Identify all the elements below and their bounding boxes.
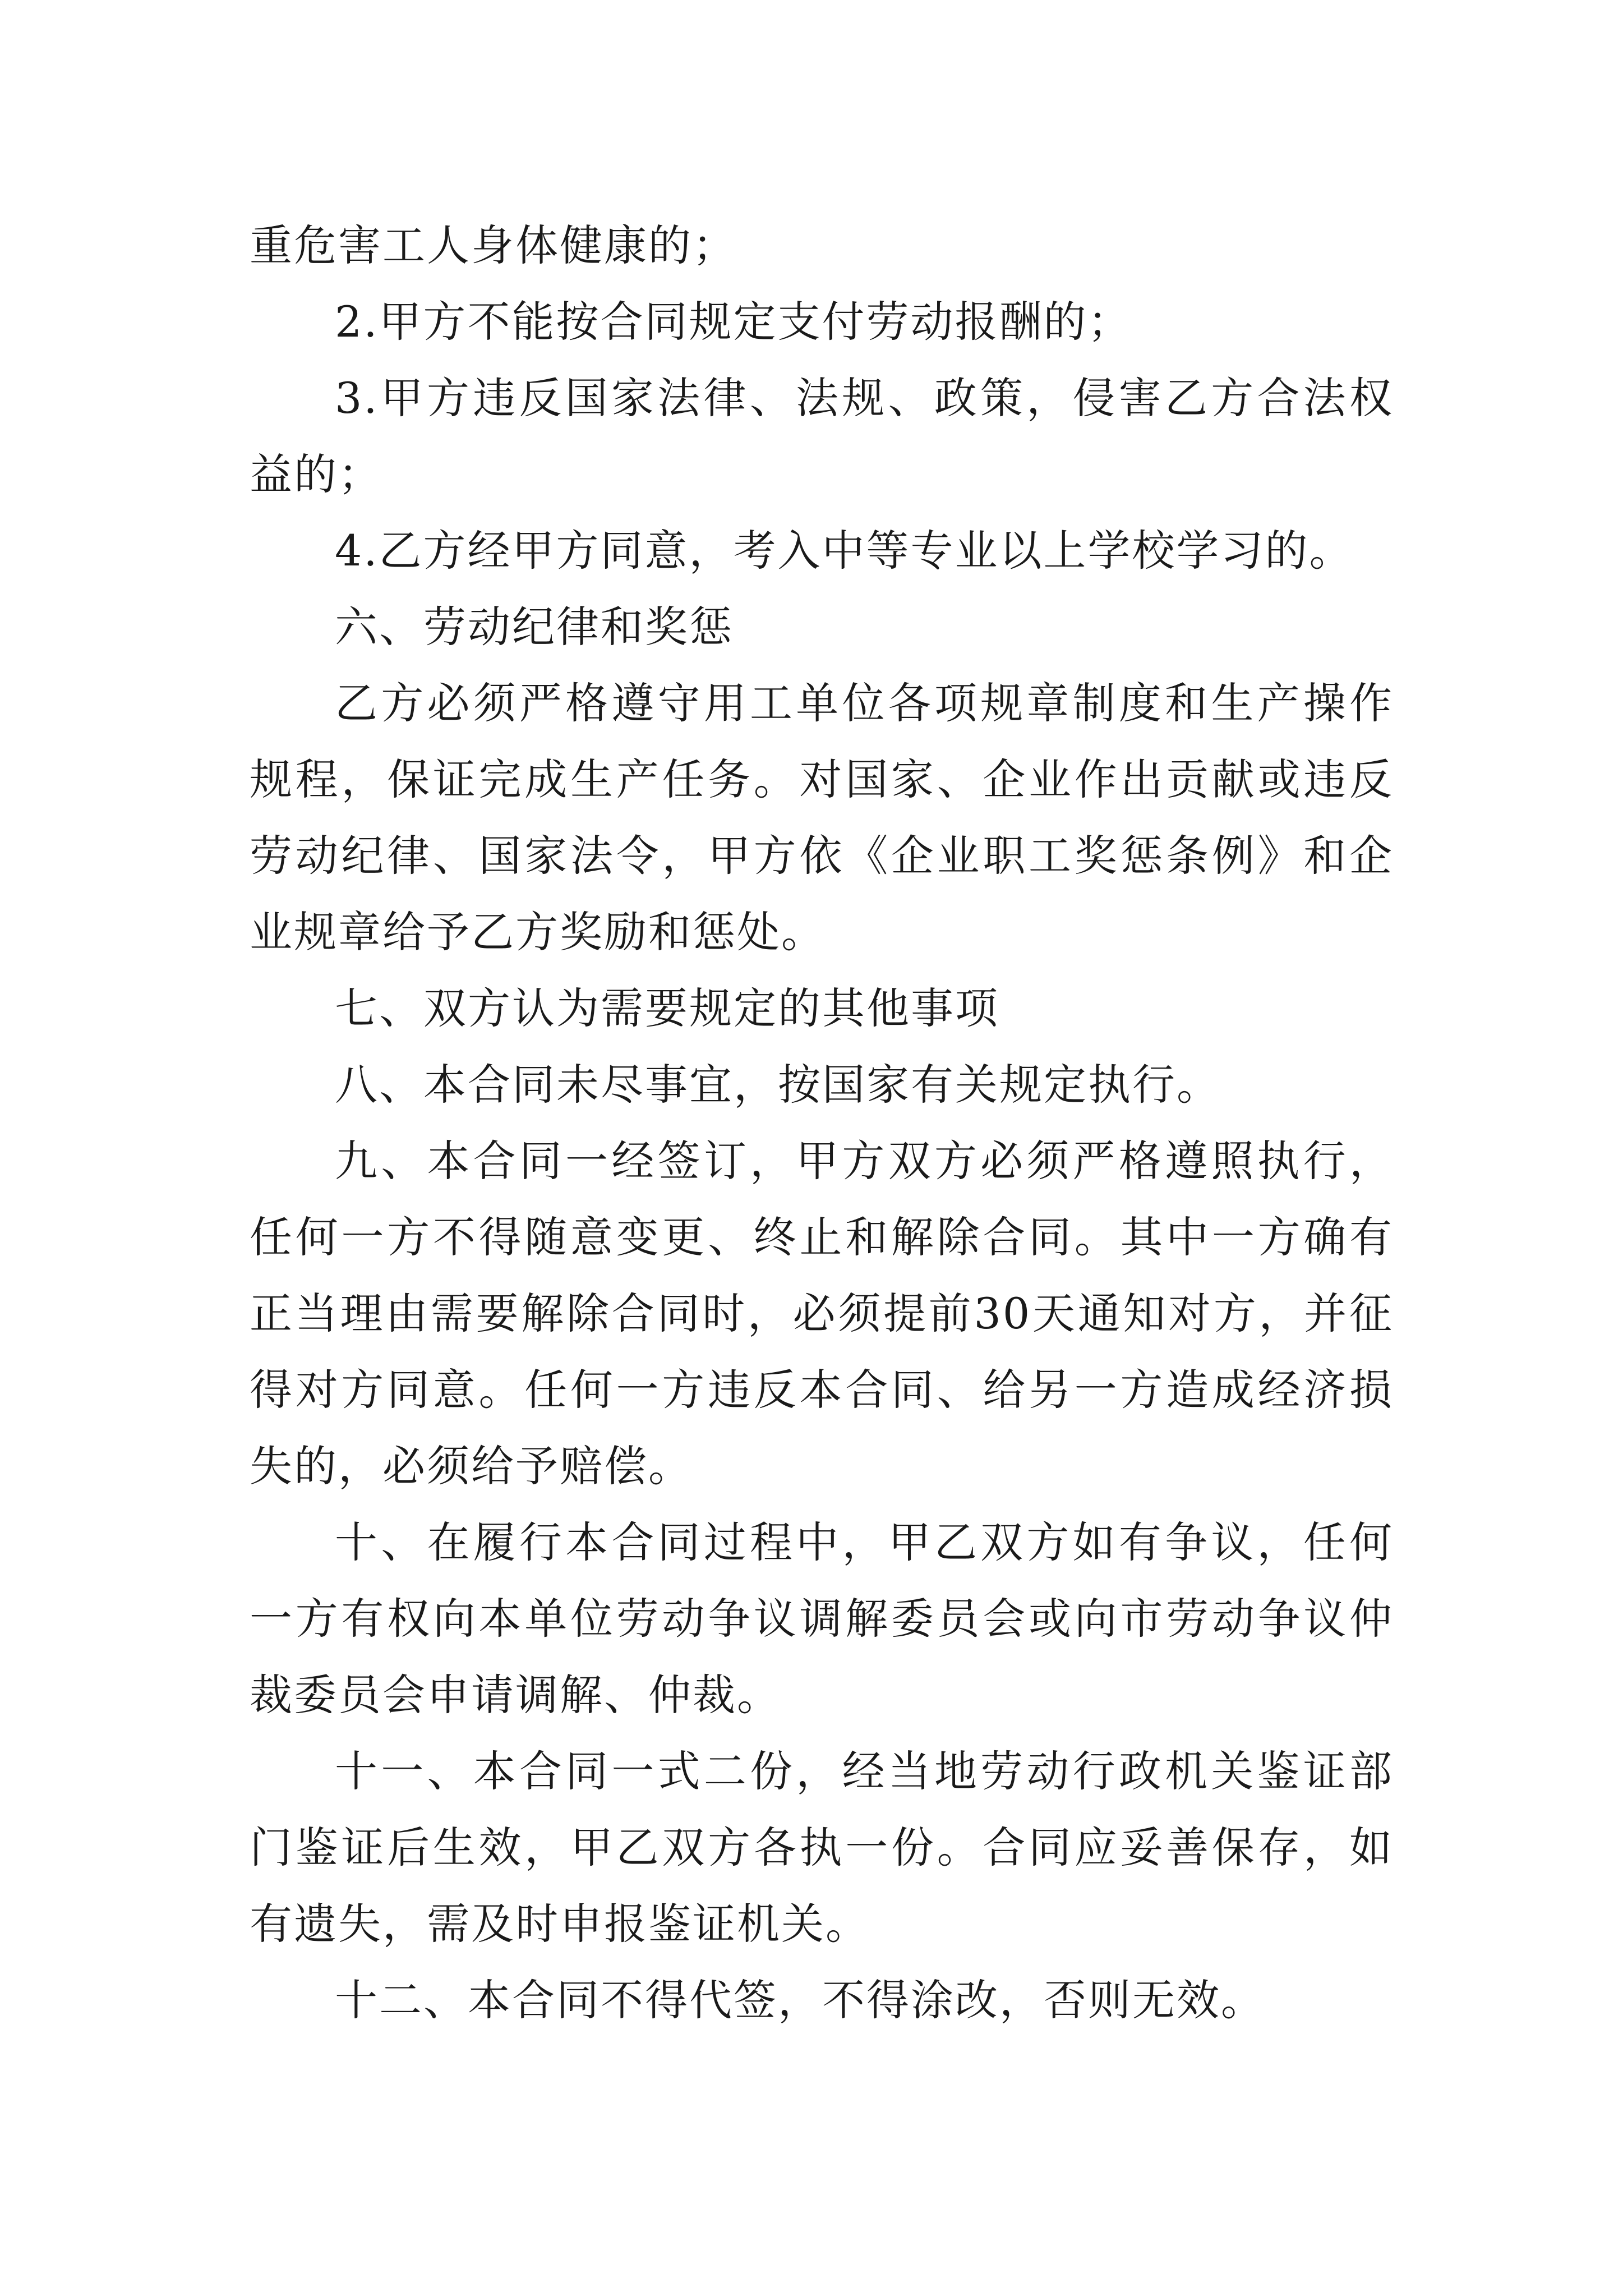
section-10: 十、在履行本合同过程中，甲乙双方如有争议，任何一方有权向本单位劳动争议调解委员会或向市劳动争议仲裁委员会申请调解、仲裁。: [250, 1517, 1394, 1720]
clause-item-2: 2.甲方不能按合同规定支付劳动报酬的；: [335, 297, 1132, 347]
clause-item-4: 4.乙方经甲方同意，考入中等专业以上学校学习的。: [335, 526, 1354, 576]
paragraph-continuation: 重危害工人身体健康的；: [250, 220, 737, 270]
section-6-body: 乙方必须严格遵守用工单位各项规章制度和生产操作规程，保证完成生产任务。对国家、企业作出贡献或违反劳动纪律、国家法令，甲方依《企业职工奖惩条例》和企业规章给予乙方奖励和惩处。: [250, 678, 1394, 957]
document-body: [250, 208, 1394, 2039]
section-11: 十一、本合同一式二份，经当地劳动行政机关鉴证部门鉴证后生效，甲乙双方各执一份。合同应妥善保存，如有遗失，需及时申报鉴证机关。: [250, 1746, 1394, 1949]
section-heading-6: 六、劳动纪律和奖惩: [335, 602, 734, 652]
section-8: 八、本合同未尽事宜，按国家有关规定执行。: [335, 1060, 1221, 1110]
section-heading-7: 七、双方认为需要规定的其他事项: [335, 983, 999, 1033]
section-12: 十二、本合同不得代签，不得涂改，否则无效。: [335, 1975, 1265, 2025]
clause-item-3: 3.甲方违反国家法律、法规、政策，侵害乙方合法权益的；: [250, 373, 1394, 499]
section-9: 九、本合同一经签订，甲方双方必须严格遵照执行，任何一方不得随意变更、终止和解除合同。其中一方确有正当理由需要解除合同时，必须提前30天通知对方，并征得对方同意。任何一方违反本合同、给另一方造成经济损失的，必须给予赔偿。: [250, 1136, 1394, 1491]
